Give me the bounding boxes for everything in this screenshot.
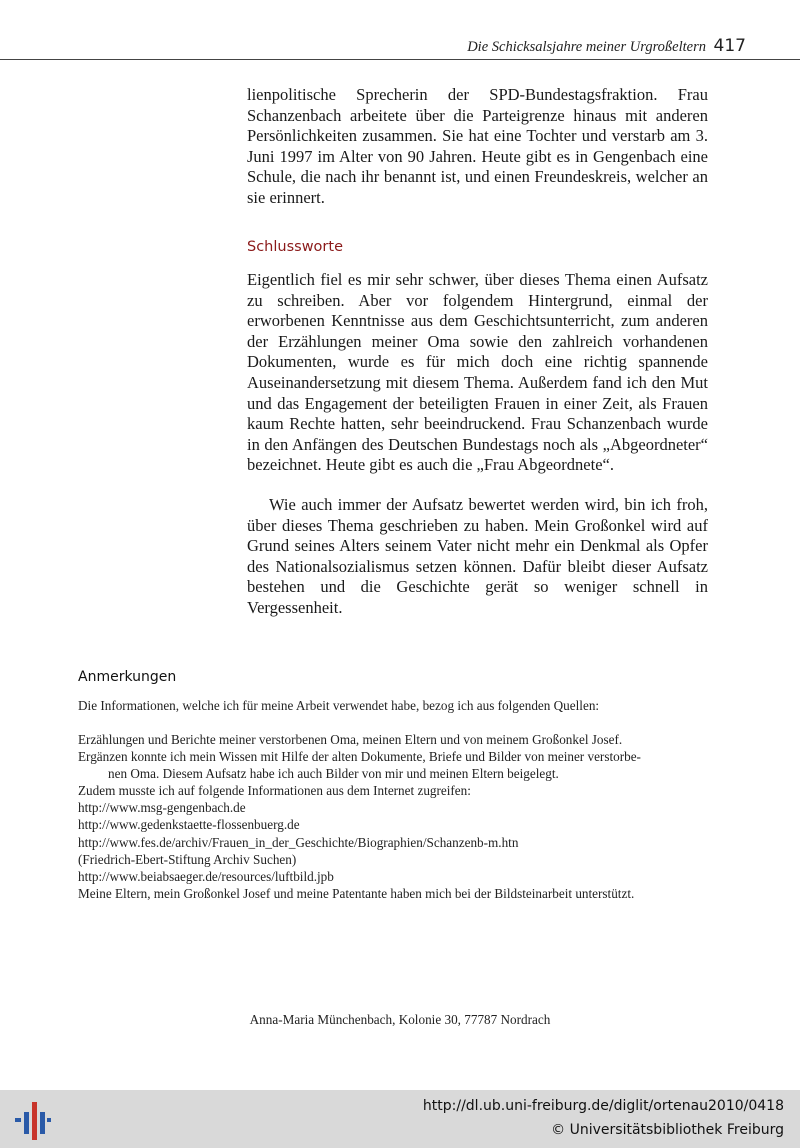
paragraph-continued [247, 85, 708, 209]
paragraph [247, 270, 708, 476]
notes-intro: Die Informationen, welche ich für meine Arbeit verwendet habe, bezog ich aus folgenden Quellen: [78, 698, 600, 713]
note-line: Zudem musste ich auf folgende Informationen aus dem Internet zugreifen: [78, 783, 471, 799]
section-title: Schlussworte [247, 239, 343, 255]
note-link: http://www.msg-gengenbach.de [78, 800, 246, 816]
paragraph-text: lienpolitische Sprecherin der SPD-Bundestagsfraktion. Frau Schanzenbach arbeitete über die Parteigrenze hinaus mit anderen Persönlichkeiten zusammen. Sie hat eine Tochter und verstarb am 3. Juni 1997 im Alter von 90 Jahren. Heute gibt es in Gengenbach eine Schule, die nach ihr benannt ist, und einen Freundeskreis, welcher an sie erinnert. [247, 85, 708, 207]
library-logo-icon [12, 1098, 52, 1142]
header-rule [0, 59, 800, 60]
paragraph-text: Eigentlich fiel es mir sehr schwer, über dieses Thema einen Aufsatz zu schreiben. Aber vor folgendem Hintergrund, einmal der erworbenen Kenntnisse aus dem Geschichtsunterricht, zum anderen der Erzählungen meiner Oma sowie den zahlreich vorhandenen Dokumenten, wurde es für mich doch eine richtig spannende Auseinandersetzung mit diesem Thema. Außerdem fand ich den Mut und das Engagement der beteiligten Frauen in einer Zeit, als Frauen kaum Rechte hatten, sehr beeindruckend. Frau Schanzenbach wurde in den Anfängen des Deutschen Bundestags noch als „Abgeordneter“ bezeichnet. Heute gibt es auch die „Frau Abgeordnete“. [247, 270, 708, 475]
footer-copyright: © Universitätsbibliothek Freiburg [551, 1122, 784, 1138]
running-head [0, 37, 800, 61]
notes-list [78, 731, 710, 902]
running-title: Die Schicksalsjahre meiner Urgroßeltern [467, 39, 706, 55]
paragraph-text: Wie auch immer der Aufsatz bewertet werden wird, bin ich froh, über dieses Thema geschrieben zu haben. Mein Großonkel wird auf Grund seines Alters seinem Vater nicht mehr ein Denkmal als Opfer des Nationalsozialismus setzen können. Dafür bleibt dieser Aufsatz bestehen und die Geschichte gerät so weniger schnell in Vergessenheit. [247, 495, 708, 617]
footer-bar [0, 1090, 800, 1148]
author-address: Anna-Maria Münchenbach, Kolonie 30, 77787 Nordrach [249, 1012, 551, 1027]
note-link: http://www.gedenkstaette-flossenbuerg.de [78, 817, 300, 833]
page-number: 417 [713, 36, 746, 56]
note-link: http://www.beiabsaeger.de/resources/luftbild.jpb [78, 868, 334, 884]
paragraph [247, 495, 708, 619]
notes-title: Anmerkungen [78, 669, 177, 685]
note-line: Ergänzen konnte ich mein Wissen mit Hilfe der alten Dokumente, Briefe und Bilder von meiner verstorbe- [78, 749, 641, 765]
note-line: Meine Eltern, mein Großonkel Josef und meine Patentante haben mich bei der Bildsteinarbeit unterstützt. [78, 885, 635, 901]
note-line: (Friedrich-Ebert-Stiftung Archiv Suchen) [78, 851, 297, 867]
note-line: Erzählungen und Berichte meiner verstorbenen Oma, meinen Eltern und von meinem Großonkel Josef. [78, 732, 623, 747]
note-line: nen Oma. Diesem Aufsatz habe ich auch Bilder von mir und meinen Eltern beigelegt. [108, 766, 559, 782]
note-link: http://www.fes.de/archiv/Frauen_in_der_Geschichte/Biographien/Schanzenb-m.htn [78, 834, 519, 850]
footer-url-link[interactable]: http://dl.ub.uni-freiburg.de/diglit/ortenau2010/0418 [422, 1098, 784, 1114]
